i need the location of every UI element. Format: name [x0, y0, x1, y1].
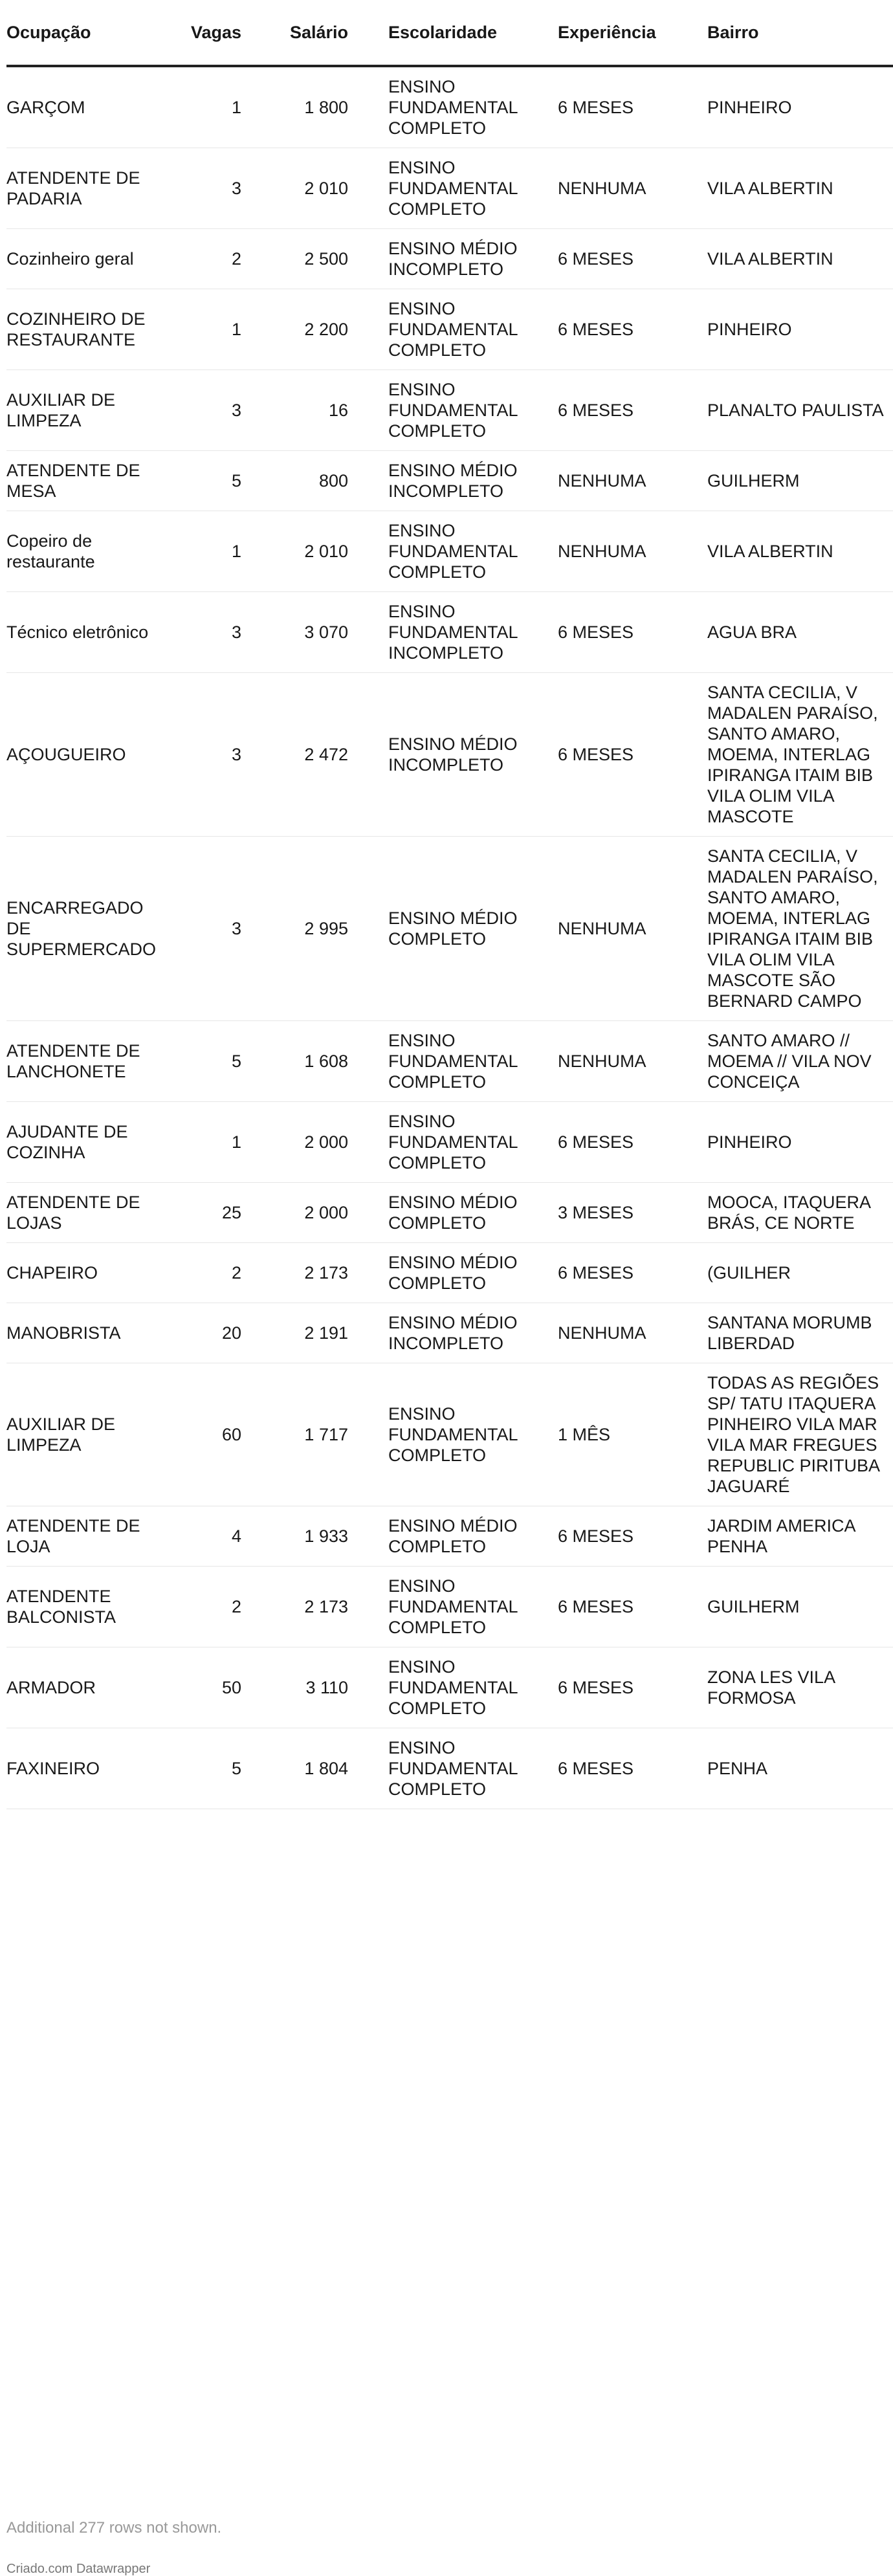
cell-ocupacao: ENCARREGADO DE SUPERMERCADO — [6, 837, 181, 1021]
column-header-ocupacao[interactable]: Ocupação — [6, 0, 181, 66]
cell-vagas: 3 — [181, 592, 256, 673]
cell-ocupacao: ATENDENTE DE MESA — [6, 451, 181, 511]
cell-escolaridade: ENSINO MÉDIO COMPLETO — [362, 1243, 550, 1303]
cell-salario: 2 000 — [256, 1102, 362, 1183]
cell-salario: 3 070 — [256, 592, 362, 673]
cell-bairro: (GUILHER — [696, 1243, 893, 1303]
cell-ocupacao: Copeiro de restaurante — [6, 511, 181, 592]
cell-salario: 2 173 — [256, 1567, 362, 1647]
cell-vagas: 5 — [181, 451, 256, 511]
cell-experiencia: 6 MESES — [550, 1567, 696, 1647]
cell-salario: 2 500 — [256, 229, 362, 289]
cell-bairro: PENHA — [696, 1728, 893, 1809]
cell-vagas: 5 — [181, 1728, 256, 1809]
cell-vagas: 1 — [181, 1102, 256, 1183]
cell-vagas: 2 — [181, 1243, 256, 1303]
cell-experiencia: 6 MESES — [550, 592, 696, 673]
cell-salario: 16 — [256, 370, 362, 451]
cell-bairro: MOOCA, ITAQUERA BRÁS, CE NORTE — [696, 1183, 893, 1243]
table-row — [6, 1506, 893, 1567]
table-row — [6, 370, 893, 451]
cell-escolaridade: ENSINO MÉDIO COMPLETO — [362, 1183, 550, 1243]
cell-ocupacao: ATENDENTE DE LANCHONETE — [6, 1021, 181, 1102]
cell-ocupacao: ATENDENTE DE LOJAS — [6, 1183, 181, 1243]
cell-vagas: 25 — [181, 1183, 256, 1243]
cell-ocupacao: FAXINEIRO — [6, 1728, 181, 1809]
table-row — [6, 1183, 893, 1243]
cell-bairro: SANTA CECILIA, V MADALEN PARAÍSO, SANTO AMARO, MOEMA, INTERLAG IPIRANGA ITAIM BIB VILA OLIM VILA MASCOTE SÃO BERNARD CAMPO — [696, 837, 893, 1021]
cell-vagas: 50 — [181, 1647, 256, 1728]
cell-vagas: 2 — [181, 1567, 256, 1647]
table-row — [6, 289, 893, 370]
cell-escolaridade: ENSINO FUNDAMENTAL COMPLETO — [362, 148, 550, 229]
cell-ocupacao: Cozinheiro geral — [6, 229, 181, 289]
cell-bairro: TODAS AS REGIÕES SP/ TATU ITAQUERA PINHEIRO VILA MAR VILA MAR FREGUES REPUBLIC PIRITUBA JAGUARÉ — [696, 1363, 893, 1506]
cell-escolaridade: ENSINO MÉDIO INCOMPLETO — [362, 1303, 550, 1363]
cell-experiencia: NENHUMA — [550, 451, 696, 511]
cell-bairro: GUILHERM — [696, 451, 893, 511]
column-header-escolaridade[interactable]: Escolaridade — [362, 0, 550, 66]
table-row — [6, 1728, 893, 1809]
column-header-bairro[interactable]: Bairro — [696, 0, 893, 66]
cell-salario: 1 717 — [256, 1363, 362, 1506]
cell-bairro: VILA ALBERTIN — [696, 511, 893, 592]
cell-vagas: 3 — [181, 837, 256, 1021]
cell-vagas: 3 — [181, 370, 256, 451]
cell-experiencia: NENHUMA — [550, 511, 696, 592]
table-row — [6, 1363, 893, 1506]
cell-vagas: 3 — [181, 673, 256, 837]
cell-escolaridade: ENSINO FUNDAMENTAL COMPLETO — [362, 66, 550, 148]
cell-experiencia: NENHUMA — [550, 148, 696, 229]
cell-bairro: SANTO AMARO // MOEMA // VILA NOV CONCEIÇA — [696, 1021, 893, 1102]
cell-bairro: SANTA CECILIA, V MADALEN PARAÍSO, SANTO AMARO, MOEMA, INTERLAG IPIRANGA ITAIM BIB VILA OLIM VILA MASCOTE — [696, 673, 893, 837]
table-row — [6, 451, 893, 511]
cell-salario: 2 472 — [256, 673, 362, 837]
table-row — [6, 229, 893, 289]
cell-ocupacao: AÇOUGUEIRO — [6, 673, 181, 837]
table-row — [6, 837, 893, 1021]
cell-ocupacao: ATENDENTE DE PADARIA — [6, 148, 181, 229]
table-row — [6, 1243, 893, 1303]
table-row — [6, 592, 893, 673]
cell-salario: 3 110 — [256, 1647, 362, 1728]
cell-salario: 2 000 — [256, 1183, 362, 1243]
cell-vagas: 4 — [181, 1506, 256, 1567]
cell-escolaridade: ENSINO FUNDAMENTAL COMPLETO — [362, 511, 550, 592]
cell-experiencia: NENHUMA — [550, 837, 696, 1021]
table-row — [6, 1021, 893, 1102]
table-row — [6, 1102, 893, 1183]
cell-experiencia: 6 MESES — [550, 1506, 696, 1567]
cell-salario: 2 010 — [256, 148, 362, 229]
cell-bairro: VILA ALBERTIN — [696, 148, 893, 229]
cell-experiencia: 6 MESES — [550, 66, 696, 148]
cell-experiencia: 6 MESES — [550, 229, 696, 289]
cell-escolaridade: ENSINO FUNDAMENTAL COMPLETO — [362, 1647, 550, 1728]
cell-escolaridade: ENSINO FUNDAMENTAL COMPLETO — [362, 1728, 550, 1809]
cell-salario: 2 995 — [256, 837, 362, 1021]
cell-experiencia: NENHUMA — [550, 1303, 696, 1363]
cell-vagas: 1 — [181, 289, 256, 370]
jobs-table — [6, 0, 893, 1809]
cell-vagas: 1 — [181, 511, 256, 592]
cell-escolaridade: ENSINO MÉDIO INCOMPLETO — [362, 451, 550, 511]
table-header-row — [6, 0, 893, 66]
cell-ocupacao: ATENDENTE DE LOJA — [6, 1506, 181, 1567]
cell-vagas: 3 — [181, 148, 256, 229]
cell-vagas: 5 — [181, 1021, 256, 1102]
cell-experiencia: 6 MESES — [550, 370, 696, 451]
cell-experiencia: 6 MESES — [550, 1243, 696, 1303]
cell-bairro: PLANALTO PAULISTA — [696, 370, 893, 451]
cell-bairro: JARDIM AMERICA PENHA — [696, 1506, 893, 1567]
cell-ocupacao: GARÇOM — [6, 66, 181, 148]
cell-bairro: PINHEIRO — [696, 66, 893, 148]
cell-escolaridade: ENSINO MÉDIO INCOMPLETO — [362, 673, 550, 837]
cell-bairro: PINHEIRO — [696, 289, 893, 370]
cell-escolaridade: ENSINO FUNDAMENTAL COMPLETO — [362, 289, 550, 370]
cell-experiencia: 6 MESES — [550, 289, 696, 370]
cell-bairro: GUILHERM — [696, 1567, 893, 1647]
cell-escolaridade: ENSINO FUNDAMENTAL COMPLETO — [362, 1102, 550, 1183]
cell-ocupacao: AUXILIAR DE LIMPEZA — [6, 370, 181, 451]
cell-ocupacao: ARMADOR — [6, 1647, 181, 1728]
cell-escolaridade: ENSINO MÉDIO COMPLETO — [362, 837, 550, 1021]
cell-bairro: PINHEIRO — [696, 1102, 893, 1183]
cell-salario: 800 — [256, 451, 362, 511]
column-header-salario[interactable]: Salário — [256, 0, 362, 66]
table-row — [6, 148, 893, 229]
cell-escolaridade: ENSINO MÉDIO INCOMPLETO — [362, 229, 550, 289]
cell-bairro: AGUA BRA — [696, 592, 893, 673]
cell-experiencia: 1 MÊS — [550, 1363, 696, 1506]
cell-experiencia: 6 MESES — [550, 1102, 696, 1183]
cell-ocupacao: ATENDENTE BALCONISTA — [6, 1567, 181, 1647]
cell-experiencia: 6 MESES — [550, 1728, 696, 1809]
cell-experiencia: 3 MESES — [550, 1183, 696, 1243]
cell-ocupacao: MANOBRISTA — [6, 1303, 181, 1363]
table-row — [6, 1303, 893, 1363]
cell-salario: 2 191 — [256, 1303, 362, 1363]
table-row — [6, 1567, 893, 1647]
column-header-experiencia[interactable]: Experiência — [550, 0, 696, 66]
cell-salario: 1 800 — [256, 66, 362, 148]
cell-vagas: 20 — [181, 1303, 256, 1363]
rows-not-shown-note: Additional 277 rows not shown. — [6, 2519, 222, 2537]
cell-experiencia: 6 MESES — [550, 673, 696, 837]
table-row — [6, 66, 893, 148]
cell-bairro: VILA ALBERTIN — [696, 229, 893, 289]
cell-ocupacao: Técnico eletrônico — [6, 592, 181, 673]
cell-vagas: 1 — [181, 66, 256, 148]
table-row — [6, 511, 893, 592]
cell-salario: 2 173 — [256, 1243, 362, 1303]
column-header-vagas[interactable]: Vagas — [181, 0, 256, 66]
cell-escolaridade: ENSINO FUNDAMENTAL COMPLETO — [362, 370, 550, 451]
cell-salario: 2 010 — [256, 511, 362, 592]
table-row — [6, 1647, 893, 1728]
cell-ocupacao: AUXILIAR DE LIMPEZA — [6, 1363, 181, 1506]
table-body — [6, 66, 893, 1809]
cell-salario: 2 200 — [256, 289, 362, 370]
cell-ocupacao: CHAPEIRO — [6, 1243, 181, 1303]
cell-vagas: 60 — [181, 1363, 256, 1506]
cell-escolaridade: ENSINO FUNDAMENTAL COMPLETO — [362, 1567, 550, 1647]
cell-escolaridade: ENSINO FUNDAMENTAL COMPLETO — [362, 1363, 550, 1506]
cell-escolaridade: ENSINO FUNDAMENTAL COMPLETO — [362, 1021, 550, 1102]
cell-escolaridade: ENSINO MÉDIO COMPLETO — [362, 1506, 550, 1567]
credit-line[interactable]: Criado.com Datawrapper — [6, 2562, 151, 2576]
cell-ocupacao: COZINHEIRO DE RESTAURANTE — [6, 289, 181, 370]
cell-bairro: ZONA LES VILA FORMOSA — [696, 1647, 893, 1728]
cell-escolaridade: ENSINO FUNDAMENTAL INCOMPLETO — [362, 592, 550, 673]
table-row — [6, 673, 893, 837]
cell-bairro: SANTANA MORUMB LIBERDAD — [696, 1303, 893, 1363]
cell-salario: 1 608 — [256, 1021, 362, 1102]
cell-salario: 1 804 — [256, 1728, 362, 1809]
cell-experiencia: NENHUMA — [550, 1021, 696, 1102]
cell-vagas: 2 — [181, 229, 256, 289]
cell-experiencia: 6 MESES — [550, 1647, 696, 1728]
cell-ocupacao: AJUDANTE DE COZINHA — [6, 1102, 181, 1183]
cell-salario: 1 933 — [256, 1506, 362, 1567]
